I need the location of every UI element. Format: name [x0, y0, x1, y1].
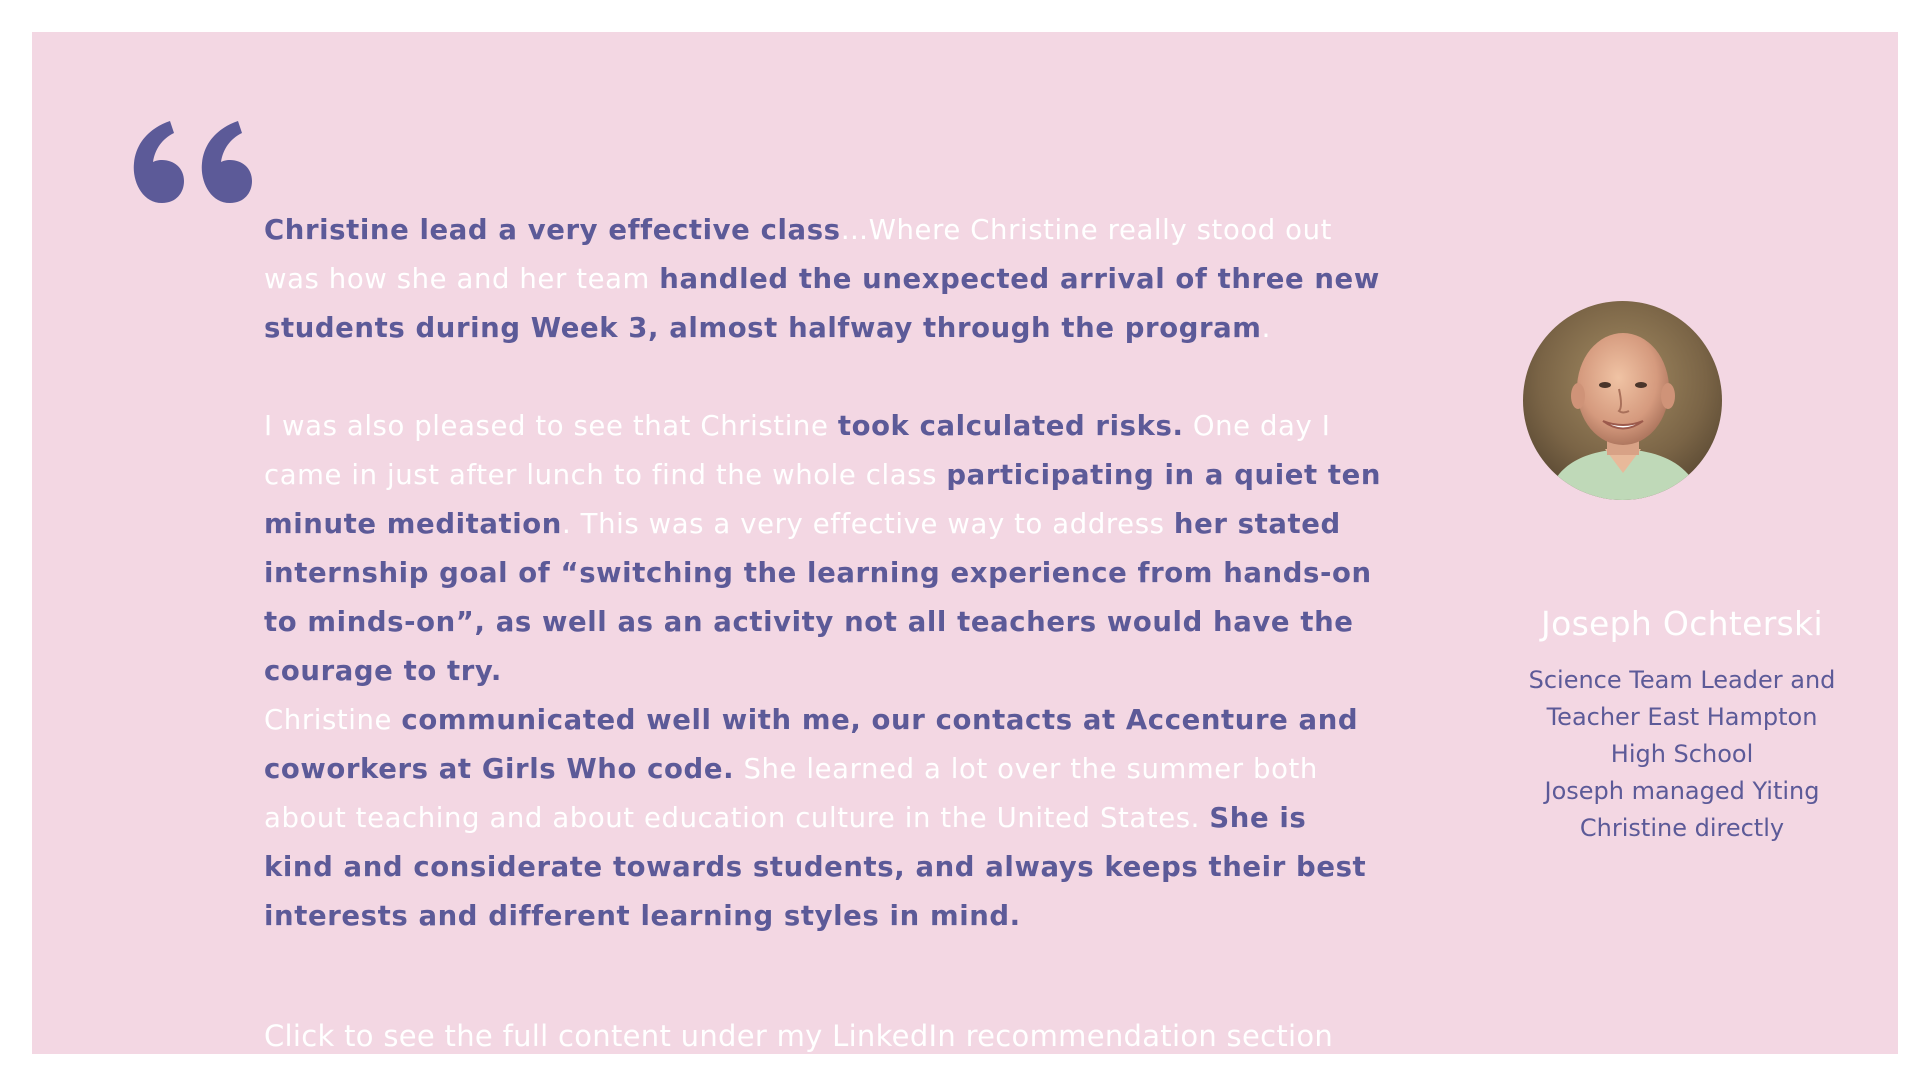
highlight-meditation: participating in a quiet ten minute meditation	[264, 459, 1382, 540]
testimonial-paragraph-3	[264, 696, 1384, 941]
person-name: Joseph Ochterski	[1541, 604, 1823, 643]
quote-icon	[122, 115, 252, 210]
highlight-kind: She is kind and considerate towards students, and always keeps their best interests and different learning styles in mind.	[264, 802, 1367, 932]
text-stood-out: …Where Christine really stood out was how she and her team	[264, 214, 1333, 295]
testimonial-paragraph-2	[264, 402, 1384, 696]
role-line: Science Team Leader and	[1528, 666, 1836, 694]
highlight-new-students: handled the unexpected arrival of three new students during Week 3, almost halfway through the program	[264, 263, 1380, 344]
role-line: Joseph managed Yiting	[1544, 777, 1820, 805]
testimonial-text	[264, 206, 1384, 941]
text-pleased: I was also pleased to see that Christine	[264, 410, 838, 442]
text-effective-way: . This was a very effective way to address	[561, 508, 1174, 540]
role-line: Teacher East Hampton	[1546, 703, 1818, 731]
avatar-photo	[1523, 301, 1722, 500]
role-line: High School	[1610, 740, 1754, 768]
highlight-effective-class: Christine lead a very effective class	[264, 214, 841, 246]
text-christine: Christine	[264, 704, 402, 736]
role-line: Christine directly	[1579, 814, 1785, 842]
highlight-calculated-risks: took calculated risks.	[837, 410, 1184, 442]
text-period: .	[1261, 312, 1271, 344]
testimonial-paragraph-1	[264, 206, 1384, 353]
text-after-lunch: One day I came in just after lunch to find the whole class	[264, 410, 1331, 491]
testimonial-card	[32, 32, 1898, 1054]
highlight-communicated: communicated well with me, our contacts at Accenture and coworkers at Girls Who code.	[264, 704, 1359, 785]
linkedin-recommendation-link[interactable]: Click to see the full content under my LinkedIn recommendation section	[264, 1019, 1334, 1053]
highlight-internship-goal: her stated internship goal of “switching the learning experience from hands-on to minds-on”, as well as an activity not all teachers would have the courage to try.	[264, 508, 1372, 687]
person-role	[1502, 662, 1862, 847]
text-learned: She learned a lot over the summer both about teaching and about education culture in the United States.	[264, 753, 1318, 834]
